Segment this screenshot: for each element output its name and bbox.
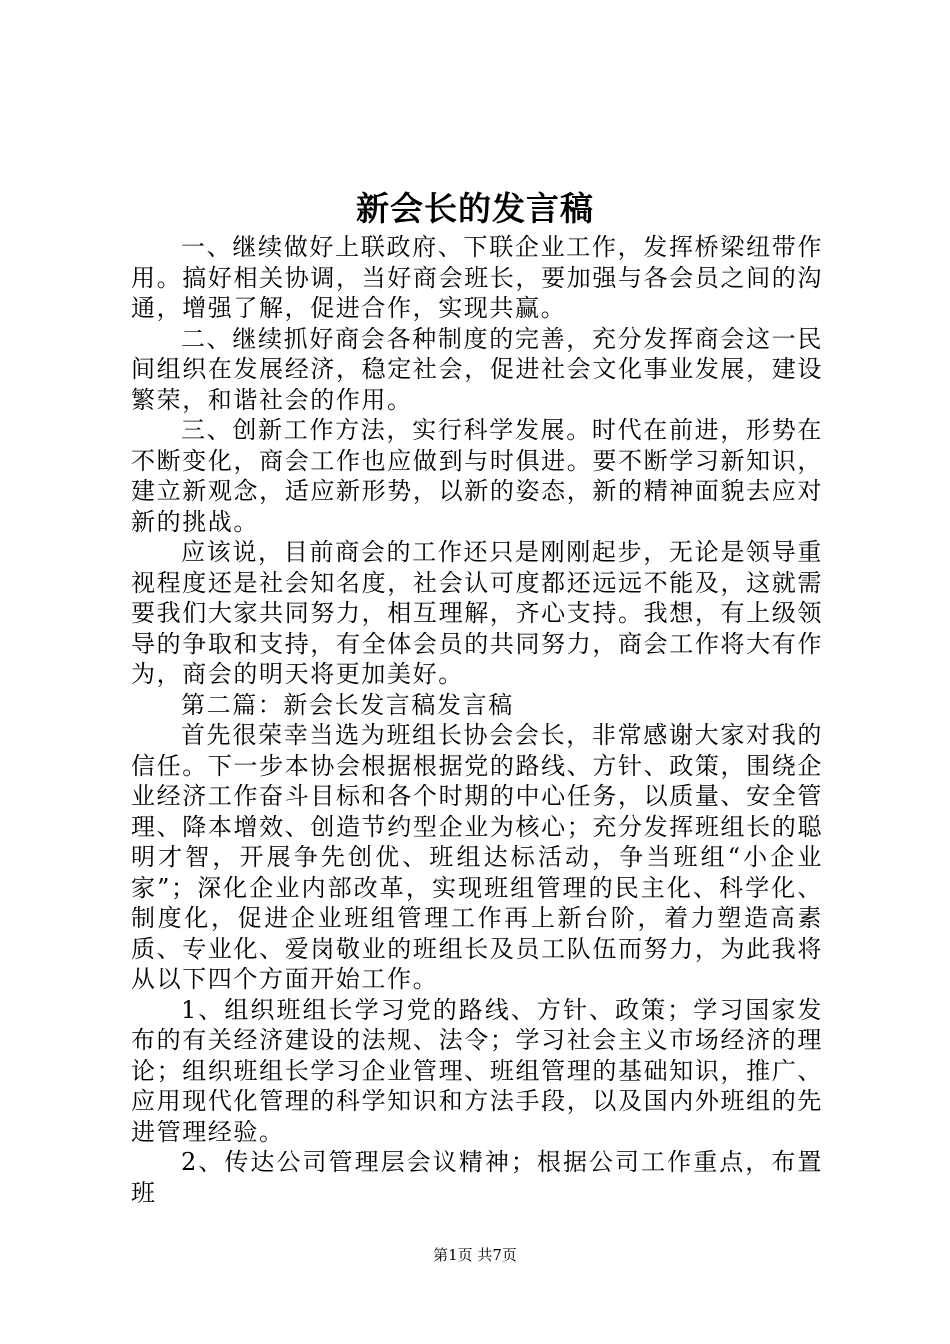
document-body — [131, 232, 823, 1208]
paragraph-7: 2、传达公司管理层会议精神；根据公司工作重点，布置班 — [131, 1148, 823, 1207]
paragraph-2: 二、继续抓好商会各种制度的完善，充分发挥商会这一民间组织在发展经济，稳定社会，促进社会文化事业发展，建设繁荣，和谐社会的作用。 — [131, 324, 823, 414]
paragraph-3: 三、创新工作方法，实行科学发展。时代在前进，形势在不断变化，商会工作也应做到与时俱进。要不断学习新知识，建立新观念，适应新形势，以新的姿态，新的精神面貌去应对新的挑战。 — [131, 416, 823, 536]
paragraph-1: 一、继续做好上联政府、下联企业工作，发挥桥梁纽带作用。搞好相关协调，当好商会班长，要加强与各会员之间的沟通，增强了解，促进合作，实现共赢。 — [131, 233, 823, 322]
paragraph-6: 1、组织班组长学习党的路线、方针、政策；学习国家发布的有关经济建设的法规、法令；学习社会主义市场经济的理论；组织班组长学习企业管理、班组管理的基础知识，推广、应用现代化管理的科学知识和方法手段，以及国内外班组的先进管理经验。 — [131, 995, 823, 1146]
document-title: 新会长的发言稿 — [356, 189, 594, 228]
section-heading: 第二篇：新会长发言稿发言稿 — [181, 690, 514, 719]
paragraph-5: 首先很荣幸当选为班组长协会会长，非常感谢大家对我的信任。下一步本协会根据根据党的路线、方针、政策，围绕企业经济工作奋斗目标和各个时期的中心任务，以质量、安全管理、降本增效、创造节约型企业为核心；充分发挥班组长的聪明才智，开展争先创优、班组达标活动，争当班组“小企业家”；深化企业内部改革，实现班组管理的民主化、科学化、制度化，促进企业班组管理工作再上新台阶，着力塑造高素质、专业化、爱岗敬业的班组长及员工队伍而努力，为此我将从以下四个方面开始工作。 — [131, 721, 823, 993]
paragraph-4: 应该说，目前商会的工作还只是刚刚起步，无论是领导重视程度还是社会知名度，社会认可度都还远远不能及，这就需要我们大家共同努力，相互理解，齐心支持。我想，有上级领导的争取和支持，有全体会员的共同努力，商会工作将大有作为，商会的明天将更加美好。 — [131, 538, 823, 688]
page-number-footer: 第1页 共7页 — [433, 1246, 517, 1264]
